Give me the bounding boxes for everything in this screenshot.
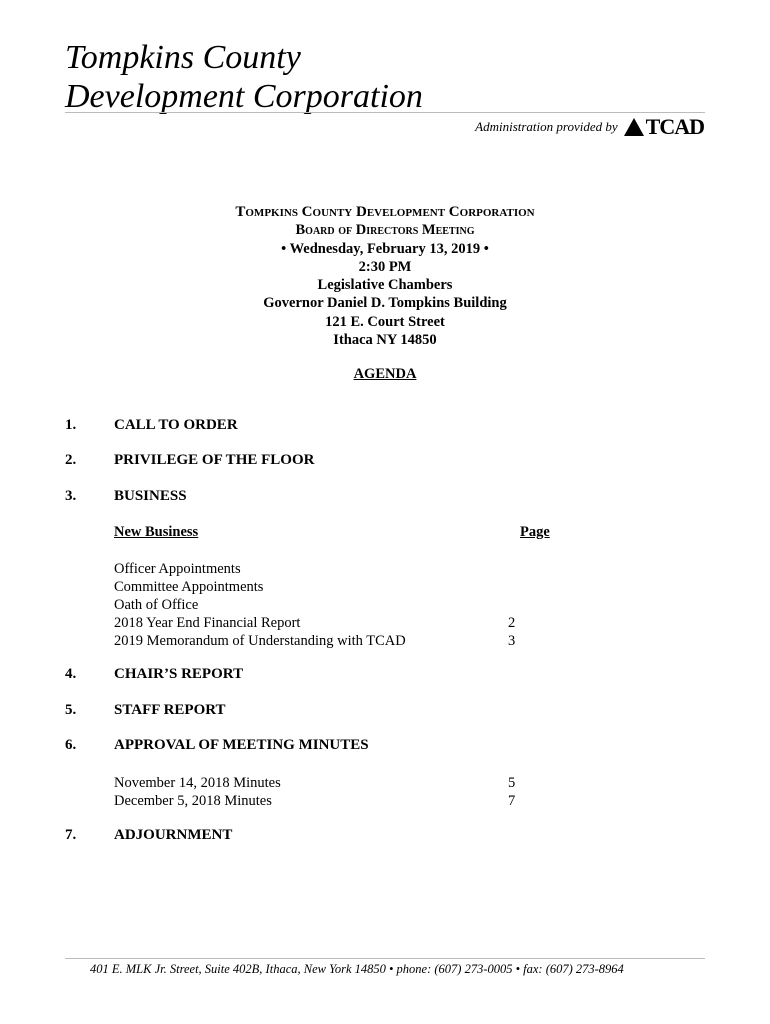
agenda-item-number: 3. — [65, 488, 77, 504]
agenda-item-number: 4. — [65, 666, 77, 682]
triangle-icon — [624, 118, 644, 136]
agenda-item-label: BUSINESS — [114, 488, 187, 504]
tcad-logo-text: TCAD — [645, 114, 704, 139]
org-title-line-2: Development Corporation — [65, 78, 423, 115]
list-item-label: Officer Appointments — [114, 561, 241, 577]
list-item-page: 3 — [508, 633, 516, 649]
meeting-org-name: Tompkins County Development Corporation — [235, 204, 535, 220]
list-item — [114, 632, 515, 650]
meeting-time: 2:30 PM — [358, 258, 412, 275]
minutes-list — [114, 774, 515, 810]
agenda-item-label: STAFF REPORT — [114, 702, 226, 718]
agenda-item — [65, 488, 187, 505]
agenda-item — [65, 737, 369, 754]
org-title-line-1: Tompkins County — [65, 39, 301, 76]
new-business-list — [114, 560, 515, 650]
list-item-label: Committee Appointments — [114, 579, 264, 595]
new-business-heading: New Business — [114, 524, 199, 540]
admin-credit-text: Administration provided by — [475, 119, 618, 134]
list-item-label: December 5, 2018 Minutes — [114, 793, 272, 809]
agenda-item — [65, 702, 226, 719]
agenda-item-number: 6. — [65, 737, 77, 753]
agenda-item-number: 5. — [65, 702, 77, 718]
list-item — [114, 596, 515, 614]
agenda-item-number: 2. — [65, 452, 77, 468]
agenda-heading: AGENDA — [353, 366, 417, 382]
list-item-label: November 14, 2018 Minutes — [114, 775, 281, 791]
list-item — [114, 578, 515, 596]
footer-divider — [65, 958, 705, 959]
list-item-page: 5 — [508, 775, 516, 791]
list-item-page: 2 — [508, 615, 516, 631]
agenda-item-label: APPROVAL OF MEETING MINUTES — [114, 737, 369, 753]
list-item-label: Oath of Office — [114, 597, 199, 613]
footer-contact: 401 E. MLK Jr. Street, Suite 402B, Ithaca, New York 14850 • phone: (607) 273-0005 • fax: (607) 273-8964 — [90, 962, 624, 976]
agenda-item — [65, 666, 243, 683]
tcad-logo — [624, 114, 704, 140]
agenda-item-label: PRIVILEGE OF THE FLOOR — [114, 452, 315, 468]
list-item-label: 2019 Memorandum of Understanding with TCAD — [114, 633, 406, 649]
list-item-page: 7 — [508, 793, 516, 809]
meeting-date: • Wednesday, February 13, 2019 • — [281, 240, 489, 257]
list-item-label: 2018 Year End Financial Report — [114, 615, 301, 631]
agenda-item — [65, 827, 232, 844]
agenda-item-label: CHAIR’S REPORT — [114, 666, 244, 682]
list-item — [114, 792, 515, 810]
org-title — [65, 38, 423, 116]
list-item — [114, 560, 515, 578]
meeting-street: 121 E. Court Street — [325, 313, 445, 330]
agenda-item — [65, 452, 314, 469]
meeting-info — [0, 203, 770, 349]
list-item — [114, 774, 515, 792]
meeting-building: Governor Daniel D. Tompkins Building — [263, 295, 507, 312]
page-column-heading: Page — [520, 524, 550, 540]
agenda-item-label: ADJOURNMENT — [114, 827, 233, 843]
meeting-city: Ithaca NY 14850 — [333, 332, 437, 349]
agenda-item — [65, 417, 238, 434]
admin-credit — [475, 114, 704, 140]
agenda-item-number: 1. — [65, 417, 77, 433]
header-divider — [65, 112, 705, 113]
list-item — [114, 614, 515, 632]
meeting-board: Board of Directors Meeting — [295, 222, 475, 239]
agenda-item-number: 7. — [65, 827, 77, 843]
agenda-item-label: CALL TO ORDER — [114, 417, 238, 433]
meeting-room: Legislative Chambers — [317, 277, 453, 294]
